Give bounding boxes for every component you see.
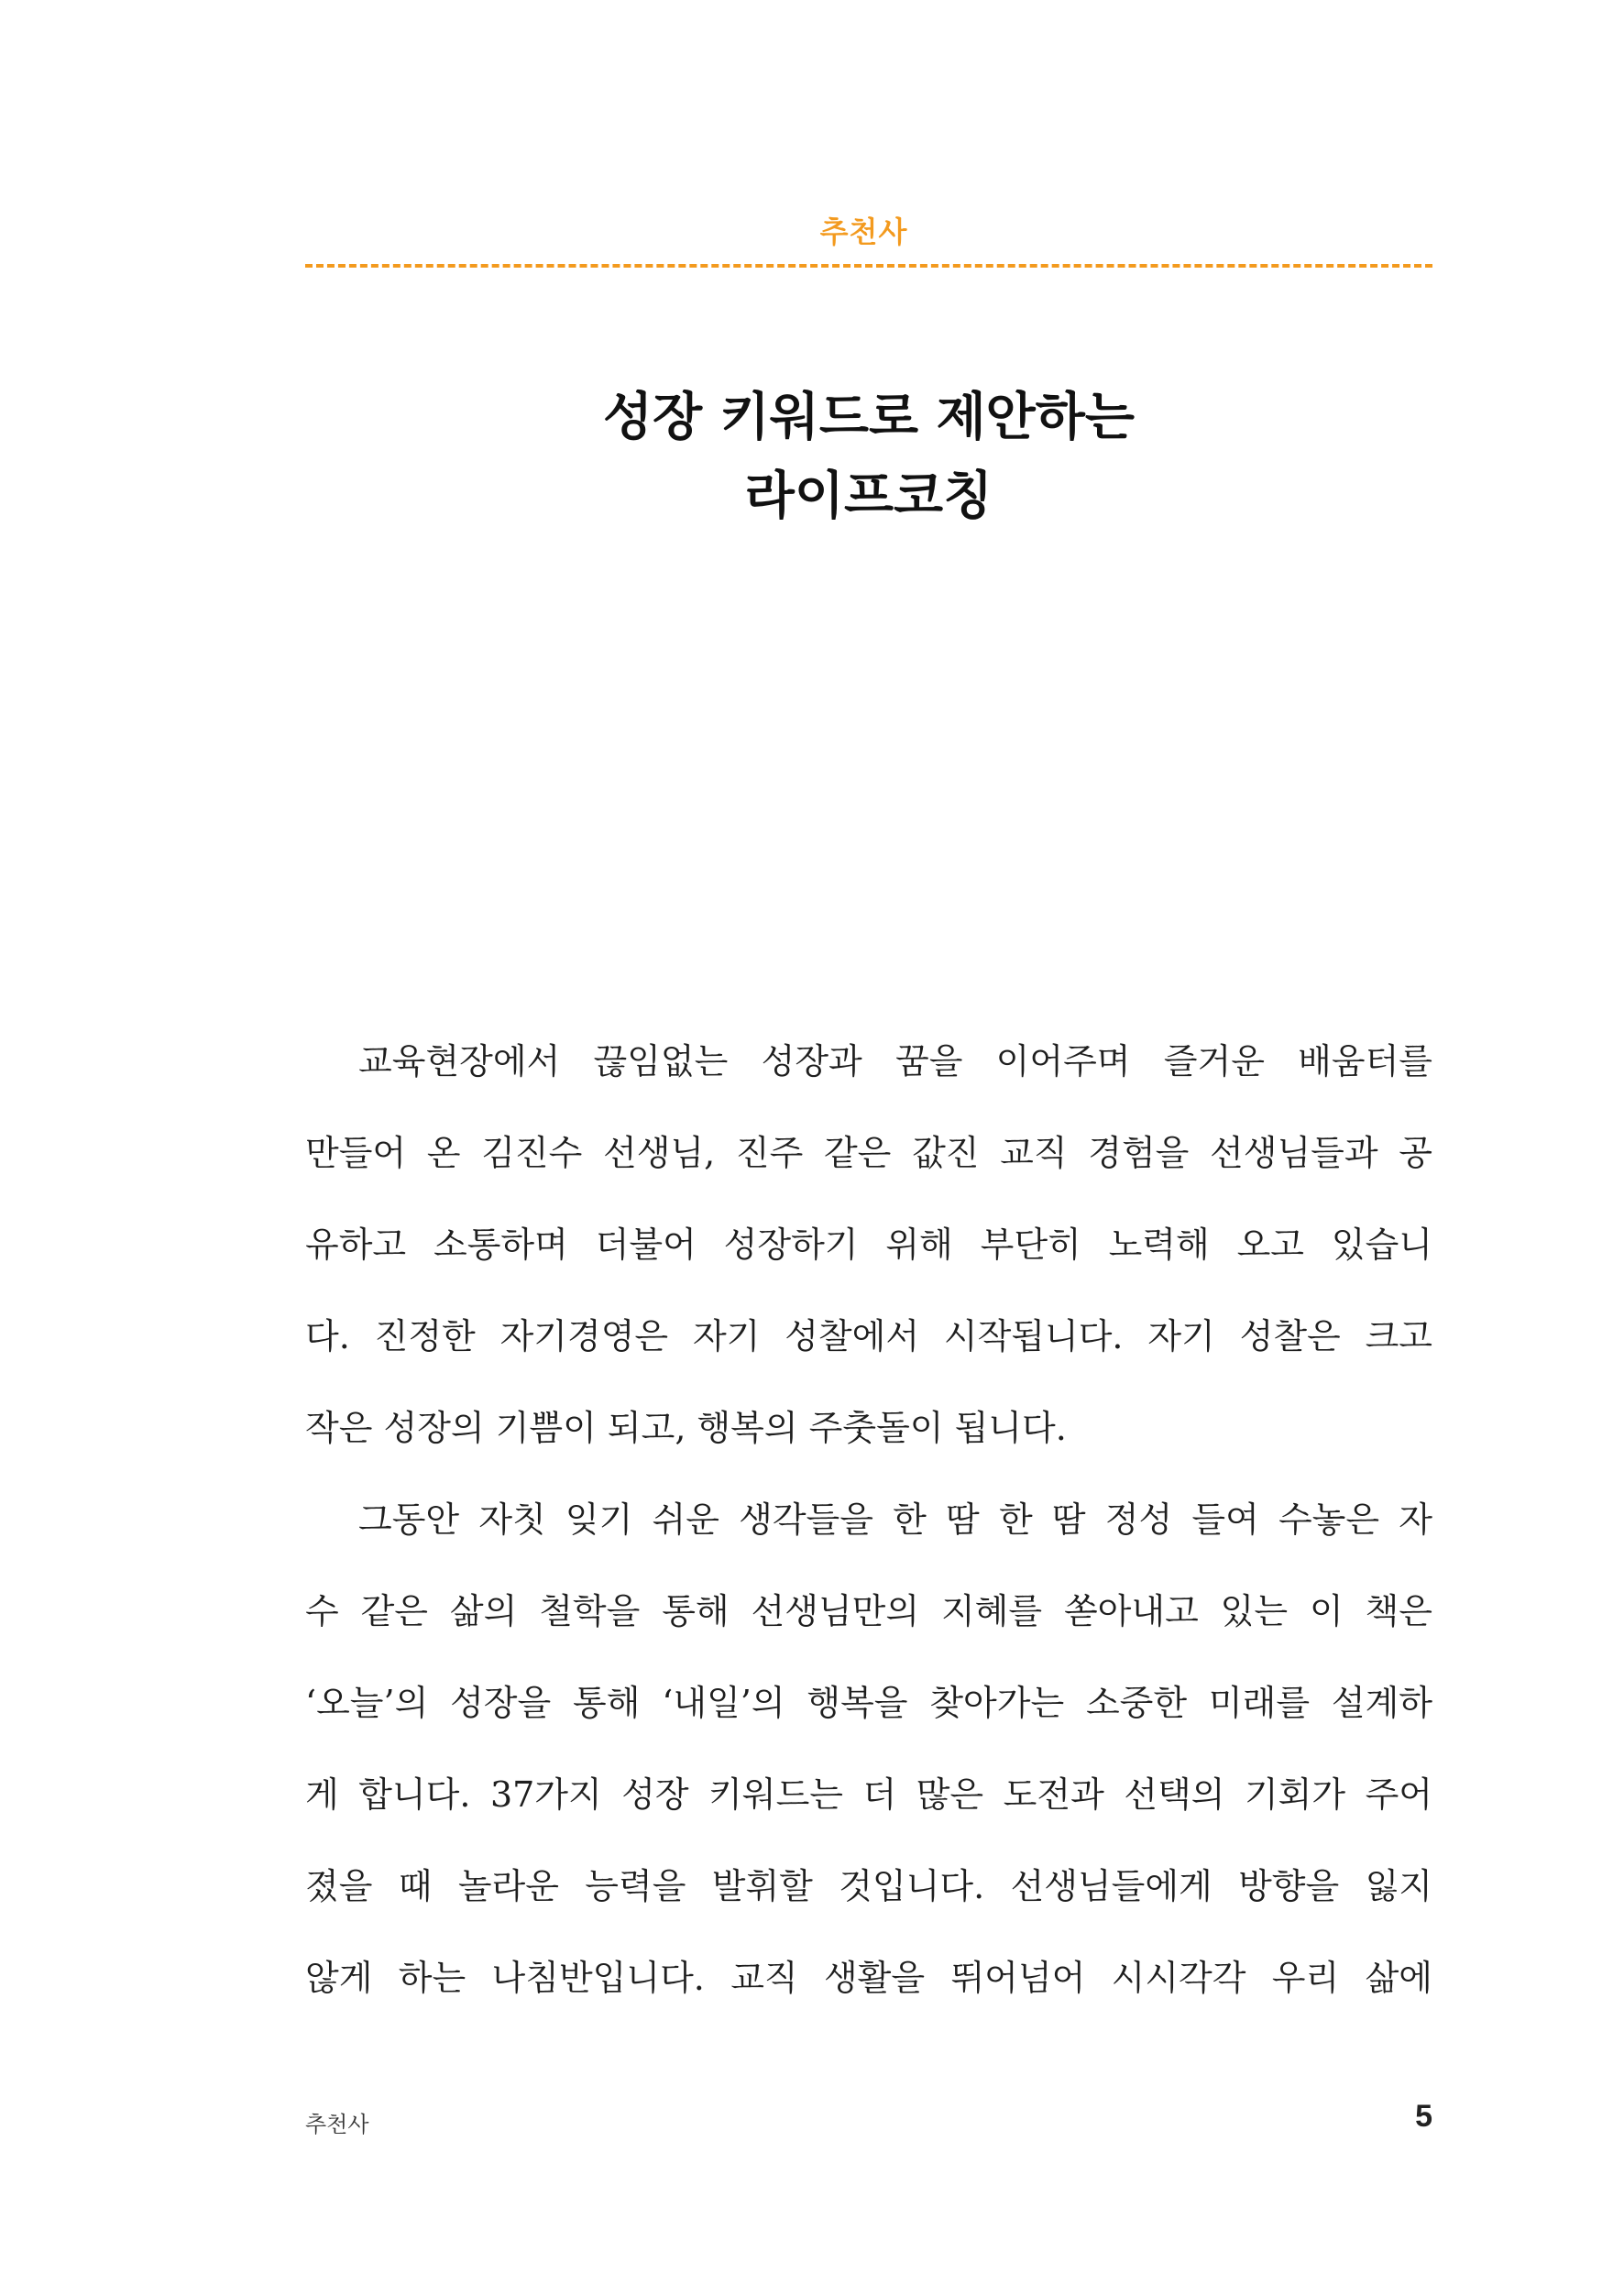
paragraph-2-line-3: ‘오늘’의 성장을 통해 ‘내일’의 행복을 찾아가는 소중한 미래를 설계하 <box>305 1683 1432 1723</box>
paragraph-2-line-5: 졌을 때 놀라운 능력을 발휘할 것입니다. 선생님들에게 방향을 잃지 <box>305 1866 1432 1906</box>
paragraph-1-line-5: 작은 성장의 기쁨이 되고, 행복의 주춧돌이 됩니다. <box>305 1408 1067 1448</box>
body-text <box>305 1016 1432 2024</box>
paragraph-2-line-2: 수 같은 삶의 철학을 통해 선생님만의 지혜를 쏟아내고 있는 이 책은 <box>305 1591 1432 1631</box>
paragraph-2-line-6: 않게 하는 나침반입니다. 교직 생활을 뛰어넘어 시시각각 우리 삶에 <box>305 1958 1432 1998</box>
paragraph-2-line-4: 게 합니다. 37가지 성장 키워드는 더 많은 도전과 선택의 기회가 주어 <box>305 1774 1432 1815</box>
title-line-2: 라이프코칭 <box>744 466 993 526</box>
footer-section-label: 추천사 <box>305 2112 369 2137</box>
title-line-1: 성장 키워드로 제안하는 <box>603 387 1135 447</box>
paragraph-1-line-2: 만들어 온 김진수 선생님, 진주 같은 값진 교직 경험을 선생님들과 공 <box>305 1133 1432 1173</box>
paragraph-1-line-4: 다. 진정한 자기경영은 자기 성찰에서 시작됩니다. 자기 성찰은 크고 <box>305 1316 1432 1356</box>
paragraph-1-line-1: 교육현장에서 끊임없는 성장과 꿈을 이어주며 즐거운 배움터를 <box>358 1041 1432 1082</box>
section-label: 추천사 <box>819 214 908 249</box>
page-number: 5 <box>1415 2099 1432 2134</box>
page-title <box>305 378 1432 535</box>
header-dashed-divider <box>305 264 1432 268</box>
paragraph-2-line-1: 그동안 자칫 잊기 쉬운 생각들을 한 땀 한 땀 정성 들여 수놓은 자 <box>358 1499 1432 1540</box>
paragraph-1-line-3: 유하고 소통하며 더불어 성장하기 위해 부단히 노력해 오고 있습니 <box>305 1224 1432 1265</box>
